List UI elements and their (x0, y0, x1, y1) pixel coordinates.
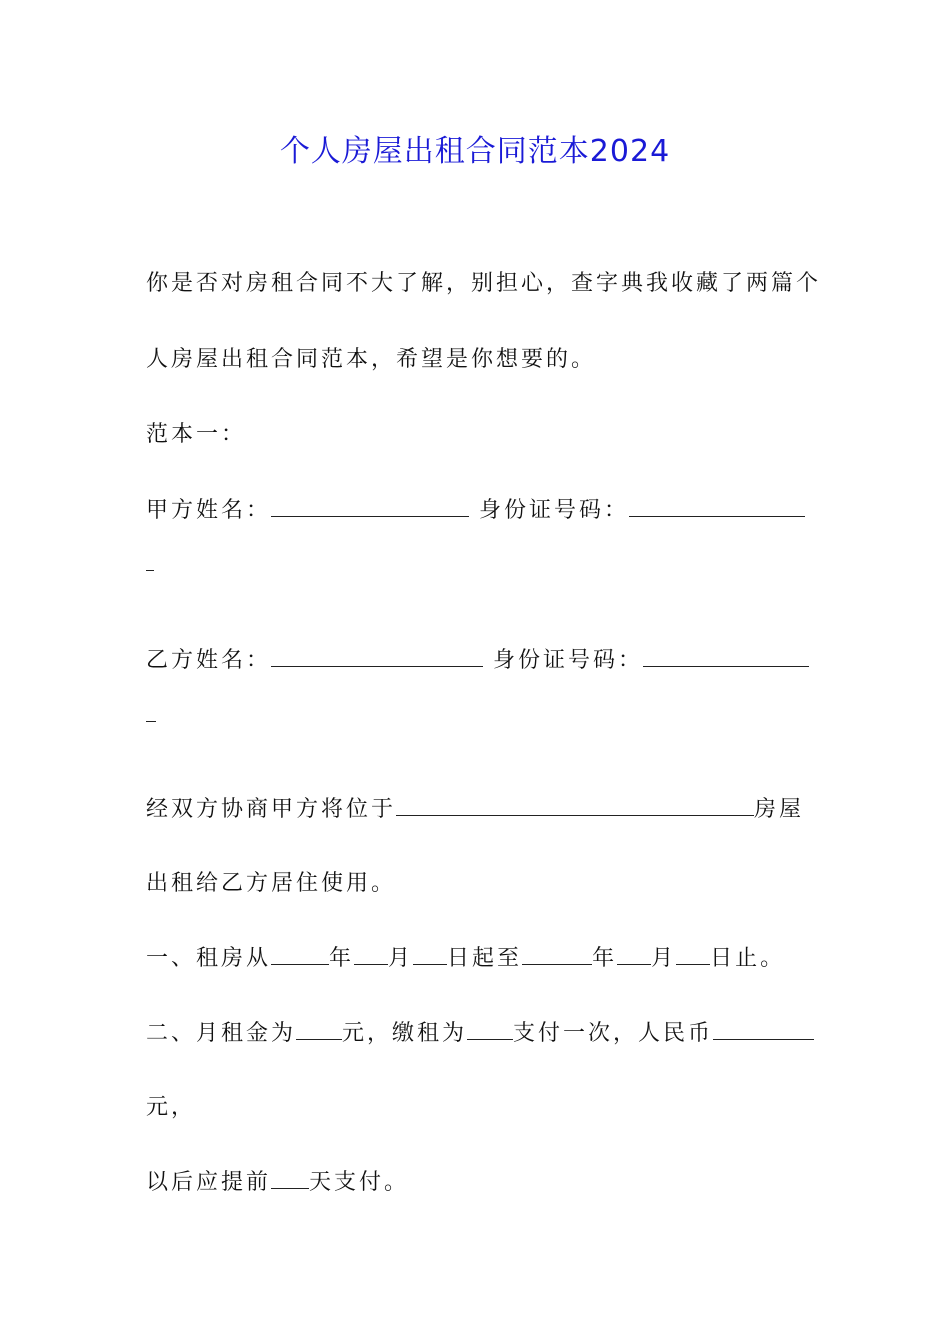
location-prefix: 经双方协商甲方将位于 (146, 797, 397, 822)
rent-yuan-line: 元， (146, 1095, 197, 1120)
location-field[interactable] (396, 793, 754, 816)
party-a-id-field-cont (146, 548, 154, 581)
term-row (146, 942, 785, 975)
party-b-id-label: 身份证号码： (493, 648, 644, 673)
month-label-2: 月 (651, 946, 677, 971)
end-year-field[interactable] (522, 942, 592, 965)
intro-line-2: 人房屋出租合同范本，希望是你想要的。 (146, 347, 597, 372)
party-a-row (146, 494, 805, 527)
party-a-id-label: 身份证号码： (479, 498, 630, 523)
end-month-field[interactable] (617, 942, 651, 965)
month-label-1: 月 (388, 946, 414, 971)
advance-prefix: 以后应提前 (146, 1170, 272, 1195)
document-title: 个人房屋出租合同范本2024 (279, 134, 671, 169)
start-month-field[interactable] (354, 942, 388, 965)
advance-suffix: 天支付。 (309, 1170, 410, 1195)
party-b-name-field[interactable] (271, 644, 483, 667)
advance-days-field[interactable] (271, 1166, 309, 1189)
start-year-field[interactable] (271, 942, 329, 965)
advance-row (146, 1166, 409, 1199)
monthly-rent-field[interactable] (296, 1017, 342, 1040)
rent-prefix: 二、月租金为 (146, 1021, 297, 1046)
sample-heading: 范本一： (146, 422, 247, 447)
party-a-id-field[interactable] (629, 494, 805, 517)
start-day-field[interactable] (413, 942, 447, 965)
intro-line-1: 你是否对房租合同不大了解，别担心，查字典我收藏了两篇个 (146, 271, 822, 296)
payment-period-field[interactable] (467, 1017, 513, 1040)
location-suffix: 房屋 (754, 797, 805, 822)
term-prefix: 一、租房从 (146, 946, 272, 971)
party-a-id-field-continuation[interactable] (146, 548, 154, 571)
location-row (146, 793, 804, 826)
party-a-name-field[interactable] (271, 494, 469, 517)
end-day-field[interactable] (676, 942, 710, 965)
day-label-1: 日起至 (447, 946, 523, 971)
party-b-id-field-continuation[interactable] (146, 699, 156, 722)
party-b-id-field[interactable] (643, 644, 809, 667)
year-label-2: 年 (592, 946, 618, 971)
party-b-id-field-cont (146, 699, 156, 732)
rent-pay-once-label: 支付一次，人民币 (513, 1021, 714, 1046)
day-label-2: 日止。 (710, 946, 786, 971)
rent-yuan-label: 元，缴租为 (342, 1021, 468, 1046)
rent-row (146, 1017, 814, 1050)
rmb-amount-field[interactable] (713, 1017, 814, 1040)
party-b-row (146, 644, 809, 677)
party-a-name-label: 甲方姓名： (146, 498, 272, 523)
party-b-name-label: 乙方姓名： (146, 648, 272, 673)
use-line: 出租给乙方居住使用。 (146, 871, 397, 896)
year-label-1: 年 (329, 946, 355, 971)
